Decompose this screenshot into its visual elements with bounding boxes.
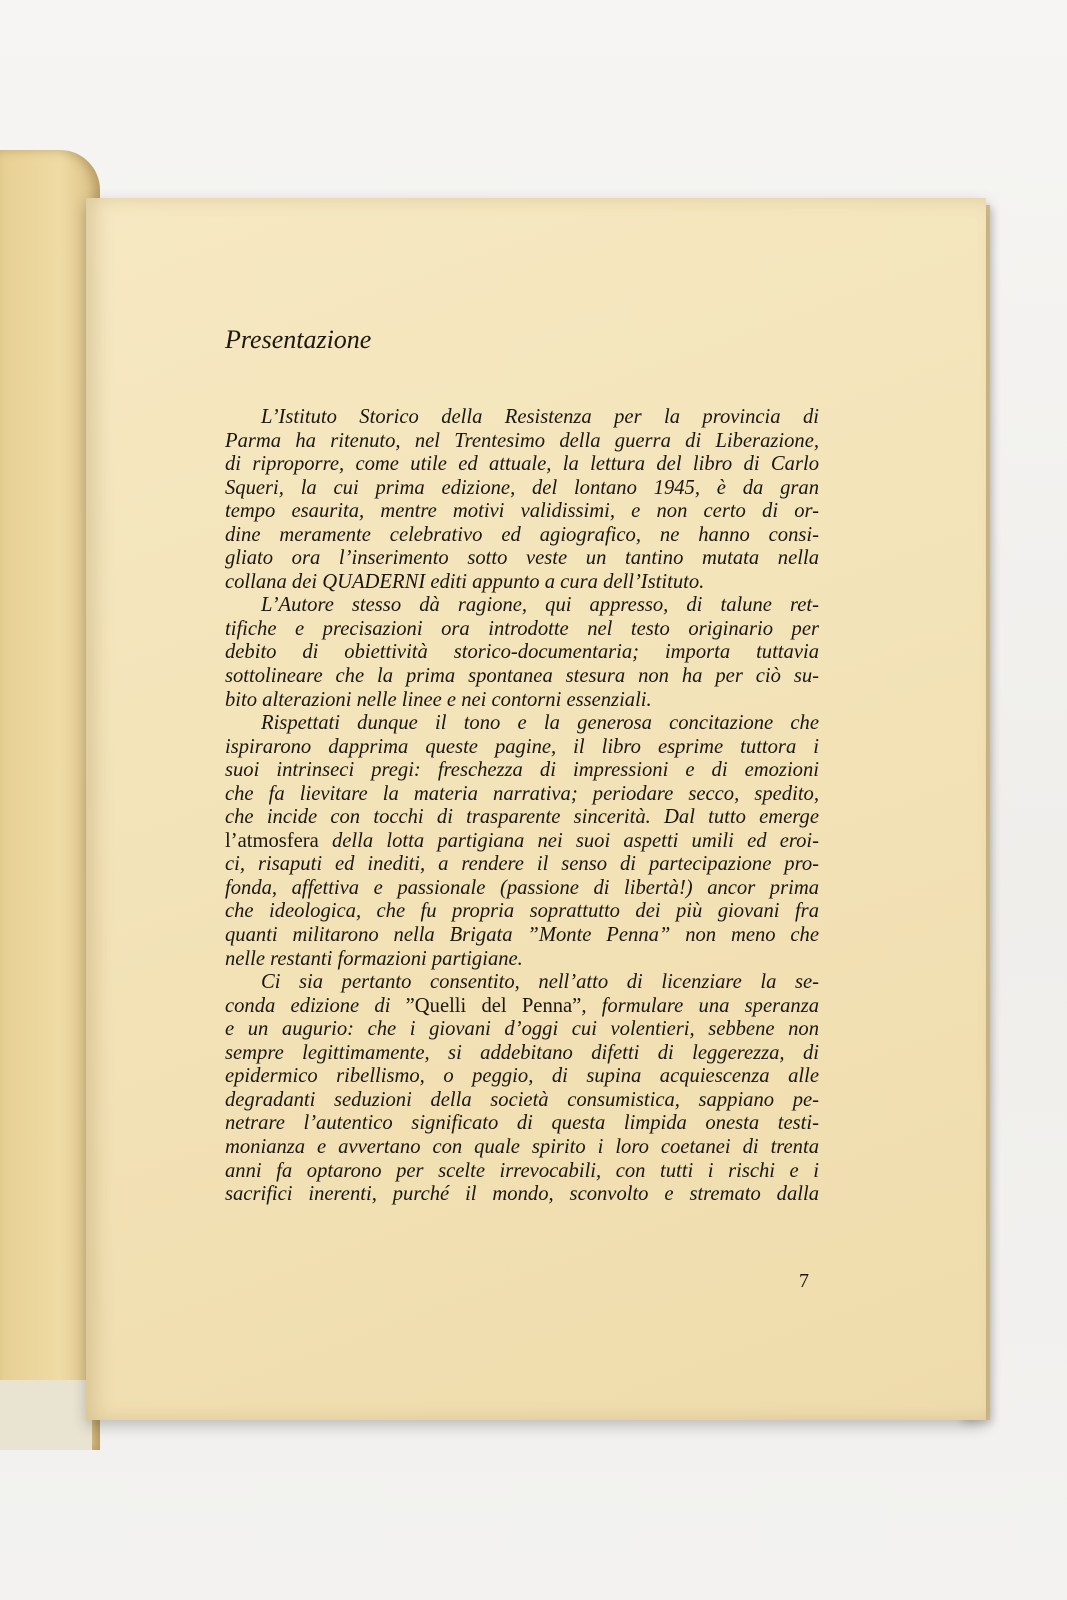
text-segment: che ideologica, che fu propria soprattutto dei più giovani fra (225, 900, 819, 923)
text-line (225, 500, 819, 524)
paragraph (225, 971, 819, 1206)
text-segment: e un augurio: che i giovani d’oggi cui volentieri, sebbene non (225, 1018, 819, 1041)
text-line (225, 594, 819, 618)
text-line (225, 712, 819, 736)
text-line (225, 618, 819, 642)
text-segment: ci, risaputi ed inediti, a rendere il senso di partecipazione pro- (225, 853, 819, 876)
text-segment: epidermico ribellismo, o peggio, di supina acquiescenza alle (225, 1065, 819, 1088)
text-line (225, 1042, 819, 1066)
text-segment: debito di obiettività storico-documentaria; importa tuttavia (225, 641, 819, 664)
text-segment: nelle restanti formazioni partigiane. (225, 947, 523, 970)
text-segment: suoi intrinseci pregi: freschezza di impressioni e di emozioni (225, 759, 819, 782)
book-page (86, 198, 986, 1420)
text-line (225, 995, 819, 1019)
text-line (225, 453, 819, 477)
text-line (225, 689, 819, 713)
text-segment: che fa lievitare la materia narrativa; periodare secco, spedito, (225, 782, 819, 805)
text-segment: dine meramente celebrativo ed agiografico, ne hanno consi- (225, 523, 819, 546)
text-segment: Ci sia pertanto consentito, nell’atto di licenziare la se- (261, 971, 819, 994)
text-line (225, 1112, 819, 1136)
body-text (225, 406, 819, 1207)
text-segment: bito alterazioni nelle linee e nei contorni essenziali. (225, 688, 652, 711)
text-segment: l’atmosfera (225, 829, 319, 852)
text-line (225, 1136, 819, 1160)
text-line (225, 948, 819, 972)
text-segment: collana dei QUADERNI editi appunto a cura dell’Istituto. (225, 570, 705, 593)
text-segment: conda edizione di (225, 994, 406, 1017)
text-segment: di riproporre, come utile ed attuale, la lettura del libro di Carlo (225, 453, 819, 476)
text-line (225, 830, 819, 854)
text-segment: quanti militarono nella Brigata ”Monte Penna” non meno che (225, 924, 819, 947)
text-line (225, 971, 819, 995)
text-segment: monianza e avvertano con quale spirito i loro coetanei di trenta (225, 1135, 819, 1158)
text-segment: sottolineare che la prima spontanea stesura non ha per ciò su- (225, 665, 819, 688)
text-line (225, 665, 819, 689)
text-segment: L’Autore stesso dà ragione, qui appresso, di talune ret- (261, 594, 819, 617)
text-segment: Squeri, la cui prima edizione, del lontano 1945, è da gran (225, 476, 819, 499)
page-number: 7 (799, 1270, 809, 1292)
text-line (225, 524, 819, 548)
text-line (225, 736, 819, 760)
text-segment: sacrifici inerenti, purché il mondo, sconvolto e stremato dalla (225, 1183, 819, 1206)
text-segment: sempre legittimamente, si addebitano difetti di leggerezza, di (225, 1041, 819, 1064)
text-line (225, 1018, 819, 1042)
paragraph (225, 594, 819, 712)
text-line (225, 406, 819, 430)
text-line (225, 900, 819, 924)
text-line (225, 783, 819, 807)
text-segment: ispirarono dapprima queste pagine, il libro esprime tuttora i (225, 735, 819, 758)
text-line (225, 806, 819, 830)
page-title: Presentazione (225, 325, 372, 354)
text-line (225, 1065, 819, 1089)
text-segment: tifiche e precisazioni ora introdotte nel testo originario per (225, 617, 819, 640)
paragraph (225, 712, 819, 971)
text-line (225, 1089, 819, 1113)
text-line (225, 759, 819, 783)
text-line (225, 853, 819, 877)
paragraph (225, 406, 819, 594)
left-page-cover-edge (0, 1380, 92, 1450)
text-segment: Rispettati dunque il tono e la generosa concitazione che (261, 712, 819, 735)
text-line (225, 641, 819, 665)
text-line (225, 571, 819, 595)
text-segment: tempo esaurita, mentre motivi validissimi, e non certo di or- (225, 500, 819, 523)
text-segment: ”Quelli del Penna” (405, 994, 582, 1017)
text-segment: della lotta partigiana nei suoi aspetti umili ed eroi- (318, 829, 819, 852)
left-page-edge (0, 150, 100, 1450)
text-segment: che incide con tocchi di trasparente sincerità. Dal tutto emerge (225, 806, 819, 829)
text-segment: fonda, affettiva e passionale (passione di libertà!) ancor prima (225, 876, 819, 899)
text-segment: degradanti seduzioni della società consumistica, sappiano pe- (225, 1088, 819, 1111)
text-line (225, 430, 819, 454)
text-line (225, 1183, 819, 1207)
text-line (225, 924, 819, 948)
text-segment: , formulare una speranza (581, 994, 820, 1017)
text-segment: L’Istituto Storico della Resistenza per la provincia di (261, 406, 819, 428)
text-segment: anni fa optarono per scelte irrevocabili, con tutti i rischi e i (225, 1159, 819, 1182)
text-segment: Parma ha ritenuto, nel Trentesimo della guerra di Liberazione, (225, 429, 819, 452)
text-segment: gliato ora l’inserimento sotto veste un tantino mutata nella (225, 547, 819, 570)
text-line (225, 477, 819, 501)
text-segment: netrare l’autentico significato di questa limpida onesta testi- (225, 1112, 819, 1135)
text-line (225, 877, 819, 901)
text-line (225, 547, 819, 571)
text-line (225, 1160, 819, 1184)
